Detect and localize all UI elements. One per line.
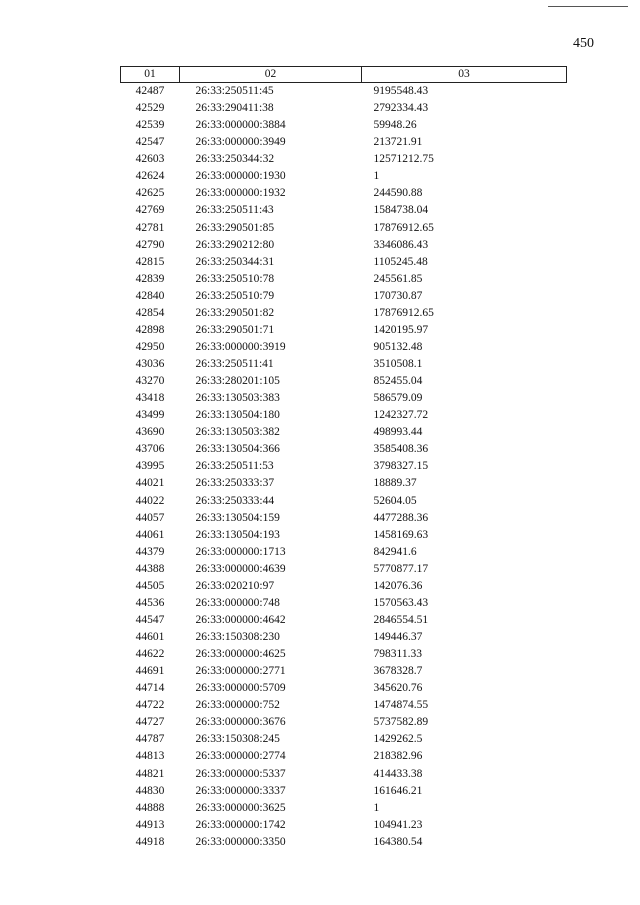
table-row	[121, 356, 567, 373]
value-cell: 12571212.75	[373, 153, 434, 166]
table-row	[121, 390, 567, 407]
value-cell: 1	[373, 801, 380, 814]
row-id-cell: 44536	[135, 596, 165, 609]
cadastral-number-cell: 26:33:130504:366	[195, 443, 280, 456]
cadastral-number-cell: 26:33:130504:193	[195, 528, 280, 541]
table-row	[121, 373, 567, 390]
table-row	[121, 544, 567, 561]
cadastral-number-cell: 26:33:290411:38	[195, 102, 274, 115]
cadastral-number-cell: 26:33:130504:180	[195, 409, 280, 422]
row-id-cell: 42840	[135, 289, 165, 302]
value-cell: 17876912.65	[373, 306, 434, 319]
table-row	[121, 595, 567, 612]
row-id-cell: 44057	[135, 511, 165, 524]
cadastral-number-cell: 26:33:000000:748	[195, 596, 280, 609]
table-row	[121, 697, 567, 714]
value-cell: 170730.87	[373, 289, 423, 302]
table-row	[121, 731, 567, 748]
row-id-cell: 42625	[135, 187, 165, 200]
cadastral-number-cell: 26:33:000000:3676	[195, 716, 286, 729]
value-cell: 1474874.55	[373, 699, 429, 712]
value-cell: 2846554.51	[373, 613, 429, 626]
table-row	[121, 322, 567, 339]
value-cell: 345620.76	[373, 682, 423, 695]
value-cell: 798311.33	[373, 648, 422, 661]
table-row	[121, 237, 567, 254]
value-cell: 1	[373, 170, 380, 183]
table-row	[121, 339, 567, 356]
table-row	[121, 817, 567, 834]
table-row	[121, 578, 567, 595]
row-id-cell: 44021	[135, 477, 165, 490]
cadastral-number-cell: 26:33:000000:3350	[195, 835, 286, 848]
value-cell: 1584738.04	[373, 204, 429, 217]
value-cell: 9195548.43	[373, 85, 429, 97]
cadastral-number-cell: 26:33:000000:3337	[195, 784, 286, 797]
table-row	[121, 305, 567, 322]
value-cell: 245561.85	[373, 272, 423, 285]
row-id-cell: 42547	[135, 136, 165, 149]
cadastral-number-cell: 26:33:250511:43	[195, 204, 274, 217]
cadastral-number-cell: 26:33:250333:37	[195, 477, 275, 490]
row-id-cell: 43690	[135, 426, 165, 439]
cadastral-number-cell: 26:33:250510:78	[195, 272, 275, 285]
row-id-cell: 44888	[135, 801, 165, 814]
table-row	[121, 271, 567, 288]
cadastral-number-cell: 26:33:250333:44	[195, 494, 275, 507]
value-cell: 5737582.89	[373, 716, 429, 729]
row-id-cell: 44505	[135, 579, 165, 592]
value-cell: 218382.96	[373, 750, 423, 763]
table-row	[121, 185, 567, 202]
cadastral-number-cell: 26:33:000000:1932	[195, 187, 286, 200]
cadastral-number-cell: 26:33:130504:159	[195, 511, 280, 524]
value-cell: 18889.37	[373, 477, 417, 490]
row-id-cell: 42603	[135, 153, 165, 166]
table-row	[121, 441, 567, 458]
value-cell: 3678328.7	[373, 665, 423, 678]
cadastral-number-cell: 26:33:250510:79	[195, 289, 275, 302]
row-id-cell: 44813	[135, 750, 165, 763]
table-row	[121, 714, 567, 731]
row-id-cell: 44821	[135, 767, 165, 780]
value-cell: 842941.6	[373, 545, 417, 558]
row-id-cell: 42854	[135, 306, 165, 319]
cadastral-number-cell: 26:33:000000:1713	[195, 545, 286, 558]
table-row	[121, 527, 567, 544]
row-id-cell: 43706	[135, 443, 165, 456]
table-row	[121, 254, 567, 271]
cadastral-number-cell: 26:33:290501:82	[195, 306, 275, 319]
value-cell: 1105245.48	[373, 255, 428, 268]
row-id-cell: 44727	[135, 716, 165, 729]
cadastral-number-cell: 26:33:250511:45	[195, 85, 274, 97]
table-row	[121, 612, 567, 629]
value-cell: 213721.91	[373, 136, 423, 149]
row-id-cell: 44022	[135, 494, 165, 507]
value-cell: 52604.05	[373, 494, 417, 507]
table-row	[121, 475, 567, 492]
value-cell: 104941.23	[373, 818, 423, 831]
table-row	[121, 220, 567, 237]
cadastral-number-cell: 26:33:250511:53	[195, 460, 274, 473]
table-row	[121, 663, 567, 680]
value-cell: 3798327.15	[373, 460, 429, 473]
table-row	[121, 117, 567, 134]
column-header-02: 02	[180, 67, 362, 83]
value-cell: 59948.26	[373, 119, 417, 132]
cadastral-number-cell: 26:33:290501:85	[195, 221, 275, 234]
row-id-cell: 42769	[135, 204, 165, 217]
row-id-cell: 42790	[135, 238, 165, 251]
row-id-cell: 42781	[135, 221, 165, 234]
table-row	[121, 800, 567, 817]
value-cell: 586579.09	[373, 392, 423, 405]
cadastral-number-cell: 26:33:000000:1742	[195, 818, 286, 831]
cadastral-number-cell: 26:33:000000:4639	[195, 562, 286, 575]
cadastral-number-cell: 26:33:000000:3919	[195, 340, 286, 353]
cadastral-number-cell: 26:33:280201:105	[195, 375, 280, 388]
column-header-03: 03	[362, 67, 567, 83]
table-row	[121, 561, 567, 578]
table-row	[121, 83, 567, 101]
value-cell: 244590.88	[373, 187, 423, 200]
row-id-cell: 42950	[135, 340, 165, 353]
value-cell: 164380.54	[373, 835, 423, 848]
cadastral-number-cell: 26:33:000000:1930	[195, 170, 286, 183]
table-row	[121, 646, 567, 663]
value-cell: 5770877.17	[373, 562, 429, 575]
cadastral-number-cell: 26:33:290212:80	[195, 238, 275, 251]
row-id-cell: 44722	[135, 699, 165, 712]
cadastral-number-cell: 26:33:250511:41	[195, 358, 274, 370]
value-cell: 17876912.65	[373, 221, 434, 234]
row-id-cell: 43995	[135, 460, 165, 473]
table-row	[121, 680, 567, 697]
value-cell: 414433.38	[373, 767, 423, 780]
table-row	[121, 748, 567, 765]
value-cell: 498993.44	[373, 426, 423, 439]
cadastral-number-cell: 26:33:150308:245	[195, 733, 280, 746]
row-id-cell: 43418	[135, 392, 165, 405]
row-id-cell: 43270	[135, 375, 165, 388]
row-id-cell: 42539	[135, 119, 165, 132]
table-row	[121, 783, 567, 800]
table-row	[121, 407, 567, 424]
value-cell: 1429262.5	[373, 733, 423, 746]
row-id-cell: 44691	[135, 665, 165, 678]
table-row	[121, 100, 567, 117]
row-id-cell: 44379	[135, 545, 165, 558]
row-id-cell: 44787	[135, 733, 165, 746]
table-row	[121, 168, 567, 185]
cadastral-number-cell: 26:33:000000:2774	[195, 750, 286, 763]
row-id-cell: 42624	[135, 170, 165, 183]
cadastral-number-cell: 26:33:000000:4625	[195, 648, 286, 661]
value-cell: 3510508.1	[373, 358, 423, 370]
row-id-cell: 44918	[135, 835, 165, 848]
cadastral-number-cell: 26:33:000000:752	[195, 699, 280, 712]
value-cell: 142076.36	[373, 579, 423, 592]
row-id-cell: 43036	[135, 358, 165, 370]
row-id-cell: 44547	[135, 613, 165, 626]
table-row	[121, 493, 567, 510]
row-id-cell: 44601	[135, 631, 165, 643]
value-cell: 1458169.63	[373, 528, 429, 541]
row-id-cell: 42839	[135, 272, 165, 285]
table-row	[121, 424, 567, 441]
cadastral-number-cell: 26:33:290501:71	[195, 323, 275, 336]
row-id-cell: 42487	[135, 85, 165, 97]
table-row	[121, 458, 567, 475]
value-cell: 1242327.72	[373, 409, 429, 422]
cadastral-number-cell: 26:33:000000:5337	[195, 767, 286, 780]
table-row	[121, 151, 567, 168]
cadastral-number-cell: 26:33:150308:230	[195, 631, 280, 643]
cadastral-number-cell: 26:33:000000:3625	[195, 801, 286, 814]
value-cell: 1420195.97	[373, 323, 429, 336]
cadastral-number-cell: 26:33:250344:31	[195, 255, 275, 268]
row-id-cell: 44830	[135, 784, 165, 797]
row-id-cell: 44714	[135, 682, 165, 695]
table-row	[121, 629, 567, 646]
cadastral-number-cell: 26:33:020210:97	[195, 579, 275, 592]
table-row	[121, 134, 567, 151]
cadastral-number-cell: 26:33:000000:4642	[195, 613, 286, 626]
cadastral-number-cell: 26:33:130503:383	[195, 392, 280, 405]
table-row	[121, 766, 567, 783]
value-cell: 149446.37	[373, 631, 423, 643]
cadastral-number-cell: 26:33:250344:32	[195, 153, 275, 166]
value-cell: 161646.21	[373, 784, 423, 797]
table-header-row	[121, 67, 567, 83]
row-id-cell: 44388	[135, 562, 165, 575]
table-row	[121, 510, 567, 527]
value-cell: 852455.04	[373, 375, 423, 388]
page-number: 450	[573, 36, 594, 51]
value-cell: 4477288.36	[373, 511, 429, 524]
column-header-01: 01	[121, 67, 180, 83]
row-id-cell: 42898	[135, 323, 165, 336]
value-cell: 3346086.43	[373, 238, 429, 251]
row-id-cell: 43499	[135, 409, 165, 422]
table-row	[121, 288, 567, 305]
cadastral-number-cell: 26:33:000000:2771	[195, 665, 286, 678]
row-id-cell: 42529	[135, 102, 165, 115]
value-cell: 3585408.36	[373, 443, 429, 456]
row-id-cell: 42815	[135, 255, 165, 268]
row-id-cell: 44913	[135, 818, 165, 831]
row-id-cell: 44061	[135, 528, 165, 541]
cadastral-number-cell: 26:33:130503:382	[195, 426, 280, 439]
cadastral-number-cell: 26:33:000000:3949	[195, 136, 286, 149]
table-row	[121, 834, 567, 851]
value-cell: 1570563.43	[373, 596, 429, 609]
row-id-cell: 44622	[135, 648, 165, 661]
value-cell: 905132.48	[373, 340, 423, 353]
cadastral-number-cell: 26:33:000000:3884	[195, 119, 286, 132]
data-table	[120, 66, 567, 851]
table-row	[121, 202, 567, 219]
table-body	[121, 83, 567, 851]
cadastral-number-cell: 26:33:000000:5709	[195, 682, 286, 695]
top-rule	[548, 6, 628, 7]
value-cell: 2792334.43	[373, 102, 429, 115]
